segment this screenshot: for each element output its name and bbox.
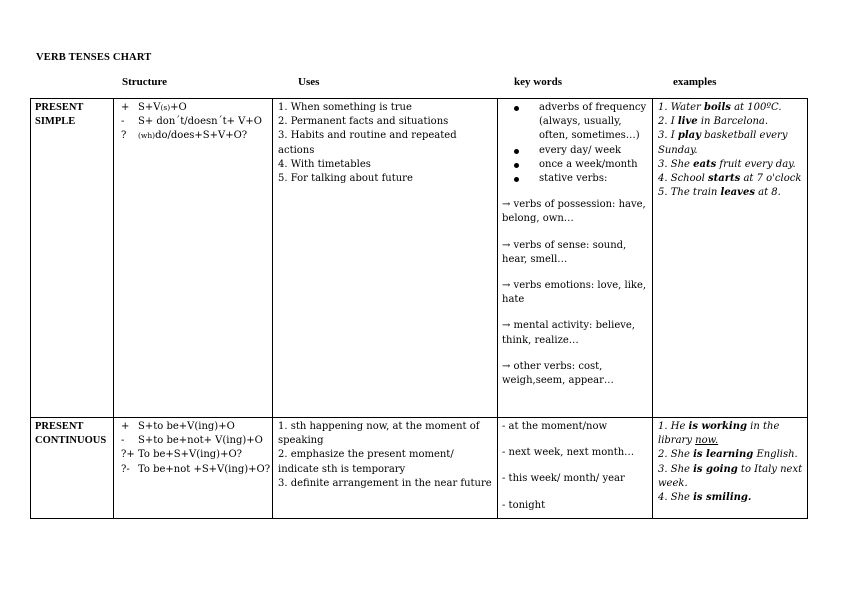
keyword-line: - next week, next month… bbox=[502, 447, 635, 459]
keyword-group: → verbs emotions: love, like, hate bbox=[502, 280, 647, 306]
example-sentence: 3. I play basketball every Sunday. bbox=[658, 130, 788, 156]
use-item: 5. For talking about future bbox=[278, 173, 413, 185]
example-sentence: 1. He is working in the library now. bbox=[658, 421, 780, 447]
example-sentence: 1. Water boils at 100ºC. bbox=[658, 102, 782, 113]
example-sentence: 2. She is learning English. bbox=[658, 449, 798, 461]
column-divider bbox=[652, 99, 653, 518]
structure-line: ? (wh)do/does+S+V+O? bbox=[121, 130, 248, 142]
structure-present-simple bbox=[121, 101, 271, 144]
tenses-table bbox=[30, 98, 808, 519]
example-sentence: 4. School starts at 7 o'clock bbox=[658, 173, 802, 185]
column-divider bbox=[113, 99, 114, 518]
keyword-bullet: once a week/month bbox=[502, 158, 650, 172]
examples-present-continuous bbox=[658, 420, 804, 505]
keyword-bullet: adverbs of frequency (always, usually, often, sometimes…) bbox=[502, 101, 650, 144]
keyword-group: → mental activity: believe, think, realize… bbox=[502, 320, 635, 346]
structure-line: ?- To be+not +S+V(ing)+O? bbox=[121, 463, 271, 475]
use-item: 3. Habits and routine and repeated actions bbox=[278, 130, 457, 156]
column-divider bbox=[272, 99, 273, 518]
structure-line: ?+ To be+S+V(ing)+O? bbox=[121, 449, 243, 461]
use-item: 3. definite arrangement in the near future bbox=[278, 477, 492, 489]
tense-name-present-simple: PRESENT SIMPLE bbox=[35, 102, 84, 127]
example-sentence: 3. She is going to Italy next week. bbox=[658, 463, 803, 489]
header-structure: Structure bbox=[122, 76, 168, 88]
use-item: 4. With timetables bbox=[278, 158, 371, 170]
example-sentence: 4. She is smiling. bbox=[658, 492, 752, 504]
row-divider bbox=[31, 417, 807, 418]
structure-present-continuous bbox=[121, 420, 271, 477]
structure-line: - S+ don´t/doesn´t+ V+O bbox=[121, 116, 262, 128]
use-item: 1. When something is true bbox=[278, 102, 412, 113]
keyword-group: → verbs of sense: sound, hear, smell… bbox=[502, 239, 627, 265]
column-divider bbox=[497, 99, 498, 518]
uses-present-simple bbox=[278, 101, 494, 186]
structure-line: + S+to be+V(ing)+O bbox=[121, 421, 235, 432]
keyword-bullet: every day/ week bbox=[502, 144, 650, 158]
header-keywords: key words bbox=[514, 76, 562, 88]
use-item: 2. Permanent facts and situations bbox=[278, 116, 449, 128]
example-sentence: 2. I live in Barcelona. bbox=[658, 116, 769, 128]
page-title: VERB TENSES CHART bbox=[36, 52, 152, 63]
header-uses: Uses bbox=[298, 76, 320, 88]
uses-present-continuous bbox=[278, 420, 492, 491]
use-item: 2. emphasize the present moment/ indicate sth is temporary bbox=[278, 449, 454, 475]
example-sentence: 3. She eats fruit every day. bbox=[658, 158, 796, 170]
keyword-bullet: stative verbs: bbox=[502, 172, 650, 186]
example-sentence: 5. The train leaves at 8. bbox=[658, 187, 781, 199]
examples-present-simple bbox=[658, 101, 804, 200]
keyword-line: - tonight bbox=[502, 499, 546, 511]
header-examples: examples bbox=[673, 76, 717, 88]
keyword-group: → verbs of possession: have, belong, own… bbox=[502, 199, 646, 225]
keywords-present-simple bbox=[502, 101, 650, 388]
structure-line: - S+to be+not+ V(ing)+O bbox=[121, 435, 263, 447]
keyword-line: - at the moment/now bbox=[502, 421, 608, 432]
structure-line: + S+V(s)+O bbox=[121, 102, 187, 113]
use-item: 1. sth happening now, at the moment of speaking bbox=[278, 421, 480, 447]
keyword-group: → other verbs: cost, weigh,seem, appear… bbox=[502, 360, 614, 387]
keyword-line: - this week/ month/ year bbox=[502, 473, 625, 485]
keywords-present-continuous bbox=[502, 420, 650, 513]
tense-name-present-continuous: PRESENT CONTINUOUS bbox=[35, 421, 107, 446]
